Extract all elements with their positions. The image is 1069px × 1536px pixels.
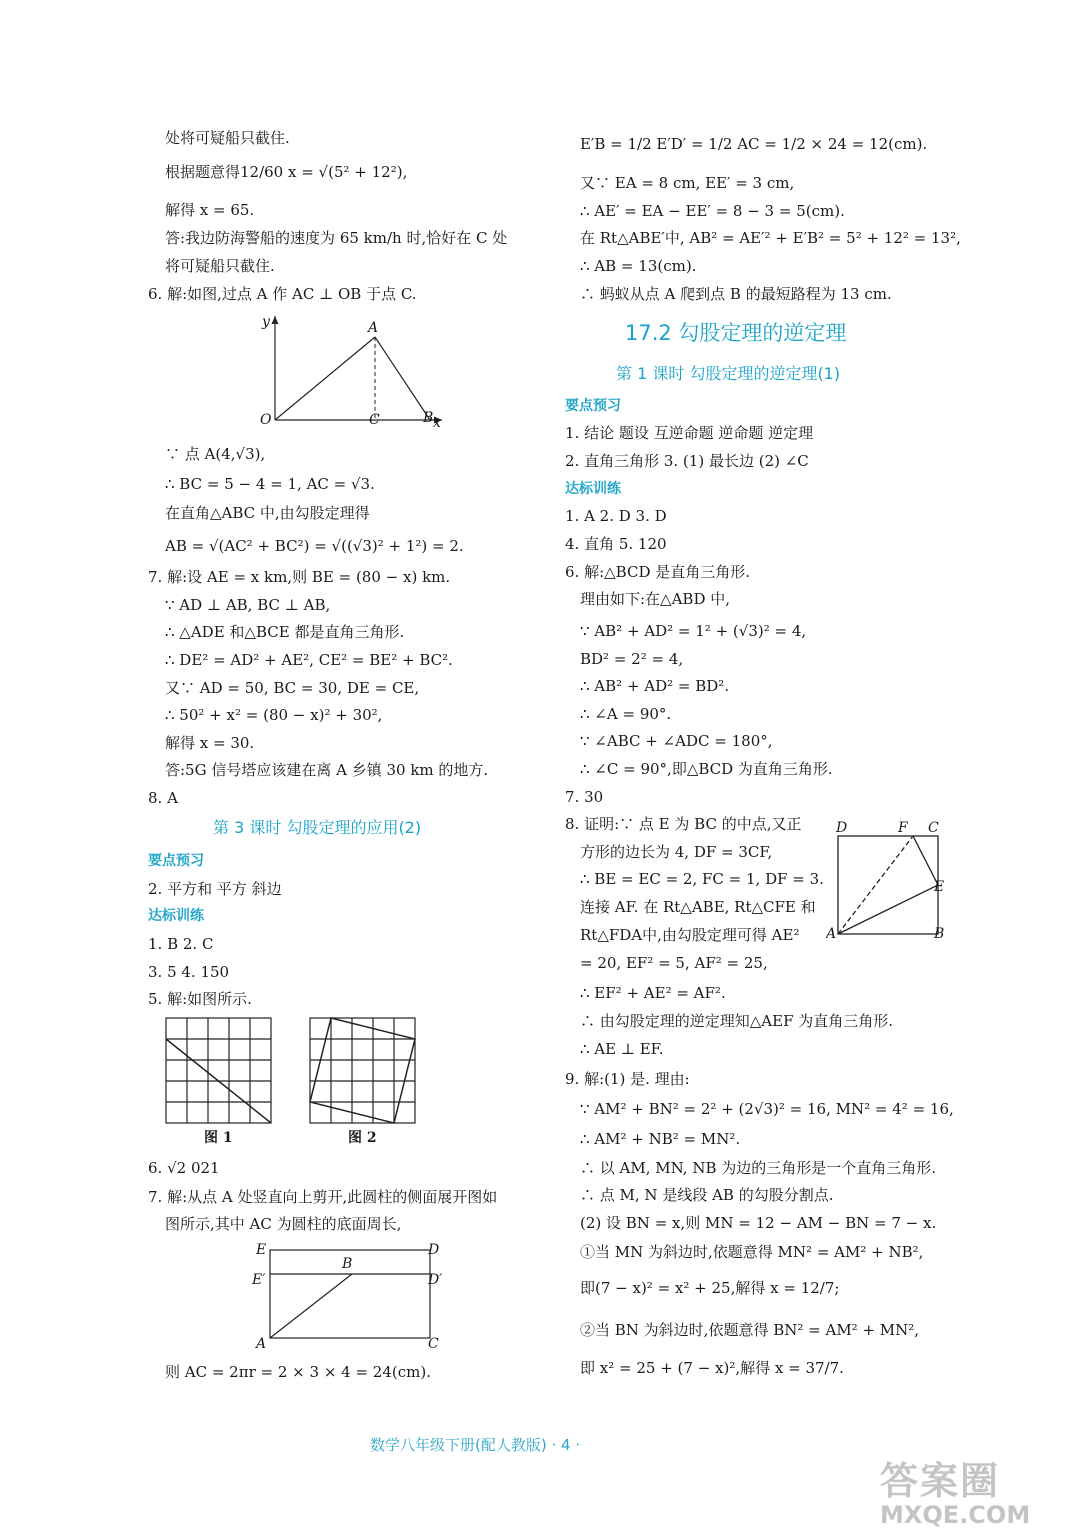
text-line: Rt△FDA中,由勾股定理可得 AE² — [580, 926, 800, 944]
text-line: 又∵ AD = 50, BC = 30, DE = CE, — [165, 679, 420, 697]
point-label-e: E — [934, 879, 945, 895]
point-label-d: D — [428, 1242, 440, 1258]
point-label-c: C — [928, 820, 939, 836]
text-line: ∵ AM² + BN² = 2² + (2√3)² = 16, MN² = 4² = 16, — [580, 1100, 954, 1118]
text-line: ∵ ∠ABC + ∠ADC = 180°, — [580, 732, 773, 750]
point-label-f: F — [898, 820, 908, 836]
text-line: 7. 解:设 AE = x km,则 BE = (80 − x) km. — [148, 568, 451, 586]
text-line: ∴ AB² + AD² = BD². — [580, 677, 730, 695]
text-line: ∵ AD ⊥ AB, BC ⊥ AB, — [165, 596, 331, 614]
point-label-d-prime: D′ — [428, 1272, 443, 1288]
text-line: 即(7 − x)² = x² + 25,解得 x = 12/7; — [580, 1279, 840, 1297]
text-line: 1. B 2. C — [148, 935, 214, 953]
coordinate-graph — [250, 312, 450, 432]
text-line: ∴ ∠A = 90°. — [580, 705, 672, 723]
text-line: ∵ AB² + AD² = 1² + (√3)² = 4, — [580, 622, 807, 640]
text-line: 6. √2 021 — [148, 1159, 220, 1177]
text-line: 6. 解:△BCD 是直角三角形. — [565, 563, 751, 581]
text-line: ∴ AE ⊥ EF. — [580, 1040, 664, 1058]
text-line: 4. 直角 5. 120 — [565, 535, 667, 553]
text-line: 2. 平方和 平方 斜边 — [148, 880, 282, 898]
text-line: 将可疑船只截住. — [165, 257, 275, 275]
text-line: 5. 解:如图所示. — [148, 990, 252, 1008]
text-line: ∴ AB = 13(cm). — [580, 257, 697, 275]
text-line: 3. 5 4. 150 — [148, 963, 230, 981]
point-label-b: B — [423, 410, 434, 426]
section-title: 17.2 勾股定理的逆定理 — [625, 321, 847, 345]
watermark-logo-text: 答案圈 — [880, 1459, 1001, 1503]
point-label-b: B — [934, 926, 945, 942]
text-line: 解得 x = 30. — [165, 734, 255, 752]
text-line: 则 AC = 2πr = 2 × 3 × 4 = 24(cm). — [165, 1363, 431, 1381]
figure-caption-2: 图 2 — [348, 1130, 377, 1146]
text-line: 解得 x = 65. — [165, 201, 255, 219]
text-line: 9. 解:(1) 是. 理由: — [565, 1070, 690, 1088]
text-line: 又∵ EA = 8 cm, EE′ = 3 cm, — [580, 174, 795, 192]
text-line: 根据题意得12/60 x = √(5² + 12²), — [165, 163, 408, 181]
text-line: 方形的边长为 4, DF = 3CF, — [580, 843, 773, 861]
watermark-url: MXQE.COM — [880, 1501, 1031, 1529]
text-line: ∴ 由勾股定理的逆定理知△AEF 为直角三角形. — [580, 1012, 894, 1030]
text-line: 图所示,其中 AC 为圆柱的底面周长, — [165, 1215, 402, 1233]
point-label-a: A — [368, 320, 379, 336]
text-line: 1. A 2. D 3. D — [565, 507, 667, 525]
lesson-title: 第 1 课时 勾股定理的逆定理(1) — [616, 364, 841, 383]
text-line: 理由如下:在△ABD 中, — [580, 590, 731, 608]
text-line: ∵ 点 A(4,√3), — [165, 445, 266, 463]
text-line: ∴ 蚂蚁从点 A 爬到点 B 的最短路程为 13 cm. — [580, 285, 892, 303]
text-line: = 20, EF² = 5, AF² = 25, — [580, 954, 768, 972]
text-line: 即 x² = 25 + (7 − x)²,解得 x = 37/7. — [580, 1359, 844, 1377]
point-label-c: C — [369, 412, 380, 428]
watermark — [880, 1460, 1060, 1532]
text-line: ∴ BE = EC = 2, FC = 1, DF = 3. — [580, 870, 824, 888]
text-line: ∴ 50² + x² = (80 − x)² + 30², — [165, 706, 383, 724]
text-line: BD² = 2² = 4, — [580, 650, 684, 668]
point-label-a: A — [256, 1336, 267, 1352]
section-label-preview: 要点预习 — [565, 398, 621, 414]
text-line: 7. 解:从点 A 处竖直向上剪开,此圆柱的侧面展开图如 — [148, 1188, 498, 1206]
text-line: ∴ △ADE 和△BCE 都是直角三角形. — [165, 623, 405, 641]
text-line: ∴ AM² + NB² = MN². — [580, 1130, 741, 1148]
text-line: ∴ AE′ = EA − EE′ = 8 − 3 = 5(cm). — [580, 202, 845, 220]
text-line: 2. 直角三角形 3. (1) 最长边 (2) ∠C — [565, 452, 809, 470]
point-label-a: A — [826, 926, 837, 942]
point-label-e-prime: E′ — [252, 1272, 266, 1288]
square-figure — [826, 816, 952, 944]
text-line: 8. A — [148, 789, 178, 807]
text-line: ∴ 点 M, N 是线段 AB 的勾股分割点. — [580, 1186, 834, 1204]
text-line: 1. 结论 题设 互逆命题 逆命题 逆定理 — [565, 424, 814, 442]
text-line: 答:5G 信号塔应该建在离 A 乡镇 30 km 的地方. — [165, 761, 489, 779]
point-label-b: B — [342, 1256, 353, 1272]
section-label-training: 达标训练 — [565, 481, 621, 497]
axis-label-x: x — [433, 415, 441, 431]
page-footer: 数学八年级下册(配人教版) · 4 · — [370, 1436, 581, 1454]
text-line: (2) 设 BN = x,则 MN = 12 − AM − BN = 7 − x. — [580, 1214, 937, 1232]
text-line: 答:我边防海警船的速度为 65 km/h 时,恰好在 C 处 — [165, 229, 508, 247]
cylinder-net-figure — [250, 1240, 450, 1352]
grid-figure-1 — [162, 1016, 276, 1146]
text-line: ∴ ∠C = 90°,即△BCD 为直角三角形. — [580, 760, 833, 778]
text-line: AB = √(AC² + BC²) = √((√3)² + 1²) = 2. — [165, 537, 464, 555]
point-label-d: D — [836, 820, 848, 836]
text-line: ①当 MN 为斜边时,依题意得 MN² = AM² + NB², — [580, 1243, 924, 1261]
text-line: ②当 BN 为斜边时,依题意得 BN² = AM² + MN², — [580, 1321, 920, 1339]
section-label-training: 达标训练 — [148, 908, 204, 924]
text-line: ∴ 以 AM, MN, NB 为边的三角形是一个直角三角形. — [580, 1159, 937, 1177]
text-line: 处将可疑船只截住. — [165, 129, 290, 147]
text-line: 8. 证明:∵ 点 E 为 BC 的中点,又正 — [565, 815, 802, 833]
lesson-title: 第 3 课时 勾股定理的应用(2) — [213, 818, 422, 837]
text-line: 7. 30 — [565, 788, 604, 806]
section-label-preview: 要点预习 — [148, 853, 204, 869]
text-line: ∴ EF² + AE² = AF². — [580, 984, 726, 1002]
text-line: 连接 AF. 在 Rt△ABE, Rt△CFE 和 — [580, 898, 816, 916]
text-line: 6. 解:如图,过点 A 作 AC ⊥ OB 于点 C. — [148, 285, 417, 303]
text-line: ∴ BC = 5 − 4 = 1, AC = √3. — [165, 475, 375, 493]
point-label-e: E — [256, 1242, 267, 1258]
point-label-c: C — [428, 1336, 439, 1352]
text-line: ∴ DE² = AD² + AE², CE² = BE² + BC². — [165, 651, 453, 669]
text-line: E′B = 1/2 E′D′ = 1/2 AC = 1/2 × 24 = 12(cm). — [580, 135, 928, 153]
point-label-o: O — [260, 412, 272, 428]
text-line: 在 Rt△ABE′中, AB² = AE′² + E′B² = 5² + 12² = 13², — [580, 229, 961, 247]
figure-caption-1: 图 1 — [204, 1130, 233, 1146]
axis-label-y: y — [262, 314, 270, 330]
text-line: 在直角△ABC 中,由勾股定理得 — [165, 504, 370, 522]
grid-figure-2 — [306, 1016, 420, 1146]
